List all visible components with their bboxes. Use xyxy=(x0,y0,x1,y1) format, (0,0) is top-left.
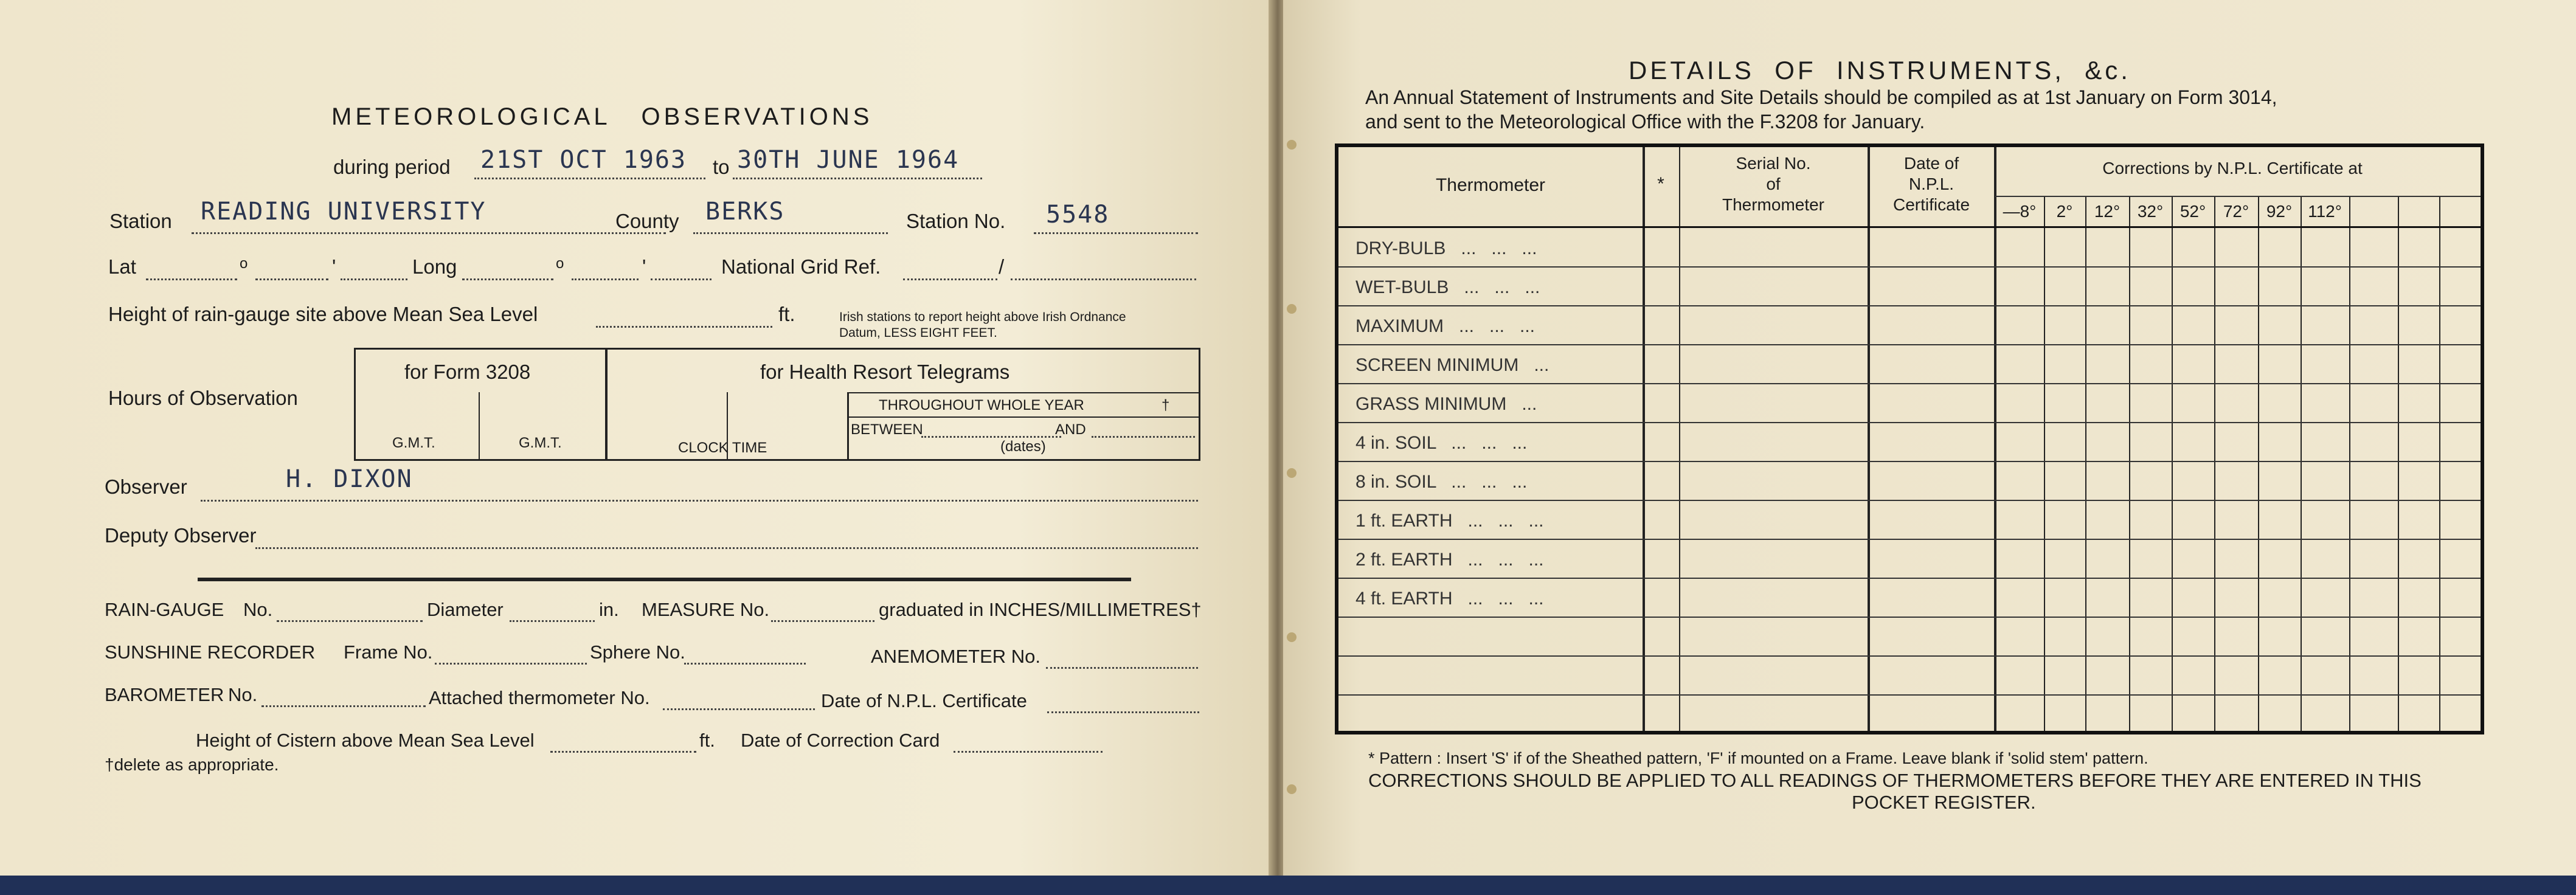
box-divider-throughout xyxy=(847,392,849,459)
lat-deg-mark: o xyxy=(240,255,248,272)
header-date-3: Certificate xyxy=(1892,195,1970,214)
row-screen-minimum: SCREEN MINIMUM ... xyxy=(1356,355,1549,375)
cistern-ft-unit: ft. xyxy=(699,730,715,751)
county-line xyxy=(693,232,888,234)
rain-gauge-no-line xyxy=(277,620,423,622)
col-divider xyxy=(2398,196,2399,731)
health-resort-header: for Health Resort Telegrams xyxy=(760,361,1010,383)
attached-thermometer-line xyxy=(663,708,815,710)
row-line xyxy=(1338,383,2481,384)
npl-certificate-line xyxy=(1047,711,1199,713)
row-dry-bulb: DRY-BULB ... ... ... xyxy=(1356,238,1537,258)
between-label: BETWEEN xyxy=(851,421,923,438)
instruments-intro-line-2: and sent to the Meteorological Office with the F.3208 for January. xyxy=(1365,111,1925,133)
frame-no-line xyxy=(435,663,587,665)
irish-note-line-1: Irish stations to report height above Irish Ordnance xyxy=(839,310,1126,324)
throughout-whole-year: THROUGHOUT WHOLE YEAR xyxy=(879,397,1084,413)
temp-32: 32° xyxy=(2137,202,2164,221)
row-2ft-earth: 2 ft. EARTH ... ... ... xyxy=(1356,550,1544,570)
hours-box xyxy=(354,348,1200,461)
col-divider xyxy=(2439,196,2440,731)
temp-52: 52° xyxy=(2180,202,2206,221)
anemometer-label: ANEMOMETER No. xyxy=(871,646,1041,667)
diameter-label: Diameter xyxy=(427,599,504,620)
col-divider xyxy=(2214,196,2215,731)
lat-sec-line xyxy=(341,278,407,280)
station-label: Station xyxy=(109,210,172,232)
temp-minus-8: —8° xyxy=(2003,202,2037,221)
binding-hole xyxy=(1287,468,1297,478)
observer-value: H. DIXON xyxy=(286,465,413,493)
col-divider xyxy=(2301,196,2302,731)
lat-deg-line xyxy=(146,278,237,280)
sphere-no-line xyxy=(684,663,806,665)
height-label: Height of rain-gauge site above Mean Sea Level xyxy=(108,303,538,325)
and-label: AND xyxy=(1055,421,1086,438)
diameter-in-unit: in. xyxy=(599,599,619,620)
deputy-observer-line xyxy=(255,547,1198,549)
col-divider xyxy=(2258,196,2259,731)
rain-gauge-no-label: No. xyxy=(243,599,273,620)
hours-label: Hours of Observation xyxy=(108,387,298,409)
header-serial-2: of xyxy=(1766,175,1781,193)
header-serial-3: Thermometer xyxy=(1722,195,1825,214)
col-divider xyxy=(2129,196,2130,731)
throughout-dagger: † xyxy=(1162,397,1170,413)
col-divider xyxy=(1679,147,1680,731)
pattern-footnote: * Pattern : Insert 'S' if of the Sheathed pattern, 'F' if mounted on a Frame. Leave blank if 'solid stem' pattern. xyxy=(1368,749,2148,767)
binding-hole xyxy=(1287,632,1297,642)
correction-card-label: Date of Correction Card xyxy=(741,730,940,751)
header-bottom-line xyxy=(1338,226,2481,228)
binding-hole xyxy=(1287,304,1297,314)
corrections-header-line xyxy=(1995,196,2481,197)
long-deg-mark: o xyxy=(556,255,564,272)
row-1ft-earth: 1 ft. EARTH ... ... ... xyxy=(1356,511,1544,531)
row-line xyxy=(1338,500,2481,501)
clock-time: CLOCK TIME xyxy=(678,440,767,456)
instruments-intro-line-1: An Annual Statement of Instruments and Site Details should be compiled as at 1st January on Form 3014, xyxy=(1365,86,2277,108)
sunshine-recorder-label: SUNSHINE RECORDER xyxy=(105,641,316,663)
page-title: METEOROLOGICAL OBSERVATIONS xyxy=(331,103,873,130)
corrections-note-line-1: CORRECTIONS SHOULD BE APPLIED TO ALL READINGS OF THERMOMETERS BEFORE THEY ARE ENTERED IN THIS xyxy=(1368,770,2422,791)
col-divider xyxy=(2044,196,2045,731)
row-line xyxy=(1338,461,2481,462)
sphere-no-label: Sphere No. xyxy=(590,641,685,663)
form-3208-header: for Form 3208 xyxy=(404,361,531,383)
binding-hole xyxy=(1287,140,1297,150)
period-to-value: 30TH JUNE 1964 xyxy=(737,146,960,174)
long-min-mark: ' xyxy=(642,255,646,278)
row-maximum: MAXIMUM ... ... ... xyxy=(1356,316,1536,336)
rain-gauge-label: RAIN-GAUGE xyxy=(105,599,224,620)
irish-note-line-2: Datum, LESS EIGHT FEET. xyxy=(839,326,997,340)
header-star: * xyxy=(1657,174,1664,194)
temp-92: 92° xyxy=(2266,202,2293,221)
gmt-1: G.M.T. xyxy=(392,435,435,451)
temp-12: 12° xyxy=(2094,202,2121,221)
to-label: to xyxy=(713,156,730,178)
long-sec-line xyxy=(651,278,712,280)
lat-min-line xyxy=(255,278,328,280)
col-divider xyxy=(1868,147,1870,731)
box-hline-top xyxy=(847,392,1200,393)
row-line xyxy=(1338,617,2481,618)
frame-no-label: Frame No. xyxy=(344,641,433,663)
row-line xyxy=(1338,266,2481,268)
book-cover-edge xyxy=(0,876,2576,895)
grid-ref-line-2 xyxy=(1011,278,1196,280)
section-divider xyxy=(198,578,1131,581)
deputy-observer-label: Deputy Observer xyxy=(105,524,257,547)
header-date-1: Date of xyxy=(1903,154,1959,173)
col-divider xyxy=(2172,196,2173,731)
attached-thermometer-label: Attached thermometer No. xyxy=(429,687,650,708)
row-line xyxy=(1338,344,2481,345)
period-to-line xyxy=(733,178,982,179)
temp-72: 72° xyxy=(2223,202,2249,221)
header-thermometer: Thermometer xyxy=(1435,175,1546,195)
col-divider xyxy=(1994,147,1996,731)
observer-label: Observer xyxy=(105,475,187,498)
row-line xyxy=(1338,422,2481,423)
station-no-line xyxy=(1034,232,1198,234)
correction-card-line xyxy=(954,751,1103,753)
county-label: County xyxy=(615,210,679,232)
lat-label: Lat xyxy=(108,255,136,278)
instruments-title: DETAILS OF INSTRUMENTS, &c. xyxy=(1629,56,2131,85)
row-4in-soil: 4 in. SOIL ... ... ... xyxy=(1356,433,1528,453)
height-line xyxy=(596,326,772,328)
row-line xyxy=(1338,305,2481,306)
temp-112: 112° xyxy=(2308,202,2342,221)
col-divider xyxy=(2349,196,2350,731)
header-date-2: N.P.L. xyxy=(1908,175,1955,193)
long-min-line xyxy=(572,278,639,280)
grid-ref-label: National Grid Ref. xyxy=(721,255,881,278)
row-grass-minimum: GRASS MINIMUM ... xyxy=(1356,394,1537,414)
cistern-height-label: Height of Cistern above Mean Sea Level xyxy=(196,730,535,751)
period-from-line xyxy=(474,178,705,179)
instruments-table xyxy=(1335,143,2484,734)
npl-certificate-label: Date of N.P.L. Certificate xyxy=(821,690,1027,711)
row-line xyxy=(1338,655,2481,657)
station-no-label: Station No. xyxy=(906,210,1006,232)
period-from-value: 21ST OCT 1963 xyxy=(480,146,687,174)
long-deg-line xyxy=(462,278,553,280)
col-divider xyxy=(2085,196,2086,731)
cistern-height-line xyxy=(550,751,696,753)
grid-ref-line-1 xyxy=(903,278,997,280)
left-page xyxy=(0,0,1271,895)
dates-label: (dates) xyxy=(1000,438,1046,455)
grid-ref-separator: / xyxy=(999,255,1005,278)
lat-min-mark: ' xyxy=(332,255,336,278)
row-4ft-earth: 4 ft. EARTH ... ... ... xyxy=(1356,589,1544,609)
station-line xyxy=(192,232,666,234)
row-wet-bulb: WET-BULB ... ... ... xyxy=(1356,277,1540,297)
row-line xyxy=(1338,539,2481,540)
temp-2: 2° xyxy=(2056,202,2073,221)
box-hline-mid xyxy=(847,416,1200,418)
station-value: READING UNIVERSITY xyxy=(201,198,486,226)
delete-note: †delete as appropriate. xyxy=(105,755,279,774)
box-divider-gmt xyxy=(479,392,480,459)
during-period-label: during period xyxy=(333,156,451,178)
row-line xyxy=(1338,578,2481,579)
height-ft-unit: ft. xyxy=(778,303,795,325)
corrections-note-line-2: POCKET REGISTER. xyxy=(1852,792,2036,813)
and-line xyxy=(1092,436,1195,438)
station-no-value: 5548 xyxy=(1046,201,1110,229)
measure-no-line xyxy=(771,620,874,622)
header-corrections: Corrections by N.P.L. Certificate at xyxy=(2102,159,2363,178)
anemometer-line xyxy=(1046,667,1198,669)
box-divider-main xyxy=(605,350,608,459)
measure-no-label: MEASURE No. xyxy=(642,599,770,620)
col-divider xyxy=(1643,147,1645,731)
row-line xyxy=(1338,694,2481,696)
gmt-2: G.M.T. xyxy=(519,435,562,451)
between-line xyxy=(921,436,1061,438)
diameter-line xyxy=(510,620,595,622)
header-serial-1: Serial No. xyxy=(1736,154,1811,173)
long-label: Long xyxy=(412,255,457,278)
graduated-label: graduated in INCHES/MILLIMETRES† xyxy=(879,599,1202,620)
binding-hole xyxy=(1287,784,1297,794)
row-8in-soil: 8 in. SOIL ... ... ... xyxy=(1356,472,1528,492)
barometer-no-line xyxy=(261,705,426,707)
county-value: BERKS xyxy=(705,198,785,226)
observer-line xyxy=(201,500,1198,502)
barometer-no-label: No. xyxy=(228,684,258,705)
barometer-label: BAROMETER xyxy=(105,684,224,705)
